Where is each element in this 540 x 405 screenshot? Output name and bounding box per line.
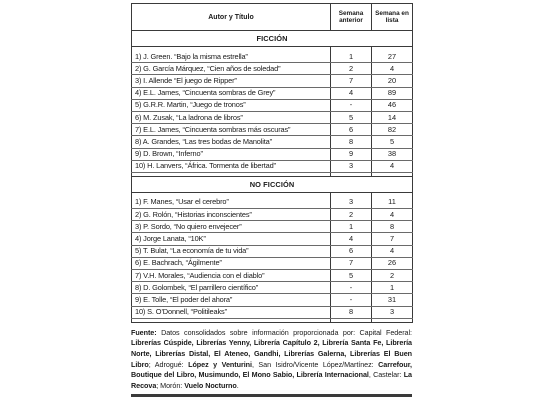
book-author-title: 7) V.H. Morales, “Audiencia con el diablo” [132,270,331,282]
book-author-title: 5) T. Bulat, “La economía de tu vida” [132,245,331,257]
bestseller-table [131,3,413,323]
prev-week-rank: 4 [331,87,372,99]
bestseller-list [131,3,412,397]
weeks-on-list: 4 [372,160,413,172]
weeks-on-list: 31 [372,294,413,306]
book-author-title: 1) J. Green. “Bajo la misma estrella” [132,51,331,63]
book-author-title: 6) M. Zusak, “La ladrona de libros” [132,111,331,123]
section-header-row [132,31,413,47]
table-row [132,136,413,148]
prev-week-rank: 5 [331,270,372,282]
prev-week-rank: - [331,282,372,294]
table-row [132,111,413,123]
book-author-title: 7) E.L. James, “Cincuenta sombras más oscuras” [132,124,331,136]
table-row [132,233,413,245]
spacer-cell [132,318,331,322]
table-row [132,245,413,257]
section-end-row [132,318,413,322]
prev-week-rank: 2 [331,209,372,221]
prev-week-rank: 5 [331,111,372,123]
source-sep-north: , San Isidro/Vicente López/Martínez: [251,359,379,369]
weeks-on-list: 4 [372,209,413,221]
book-author-title: 4) E.L. James, “Cincuenta sombras de Grey” [132,87,331,99]
table-row [132,294,413,306]
book-author-title: 9) E. Tolle, “El poder del ahora” [132,294,331,306]
column-header-prev-week: Semana anterior [331,4,372,31]
table-row [132,282,413,294]
book-author-title: 2) G. Rolón, “Historias inconscientes” [132,209,331,221]
weeks-on-list: 4 [372,245,413,257]
weeks-on-list: 1 [372,282,413,294]
prev-week-rank: 9 [331,148,372,160]
source-intro: Datos consolidados sobre información proporcionada por: Capital Federal: [156,327,412,337]
table-row [132,270,413,282]
book-author-title: 8) D. Golombek, “El parrillero científico” [132,282,331,294]
table-row [132,197,413,209]
book-author-title: 2) G. García Márquez, “Cien años de soledad” [132,63,331,75]
table-row [132,99,413,111]
book-author-title: 5) G.R.R. Martin, “Juego de tronos” [132,99,331,111]
weeks-on-list: 7 [372,233,413,245]
prev-week-rank: 6 [331,124,372,136]
book-author-title: 10) H. Lanvers, “África. Tormenta de libertad” [132,160,331,172]
spacer-cell [331,318,372,322]
source-sep-castelar: , Castelar: [368,370,404,380]
table-row [132,148,413,160]
book-author-title: 8) A. Grandes, “Las tres bodas de Manolita” [132,136,331,148]
weeks-on-list: 3 [372,306,413,318]
weeks-on-list: 89 [372,87,413,99]
weeks-on-list: 20 [372,75,413,87]
weeks-on-list: 46 [372,99,413,111]
prev-week-rank: 1 [331,51,372,63]
weeks-on-list: 82 [372,124,413,136]
spacer-cell [372,318,413,322]
book-author-title: 6) E. Bachrach, “Ágilmente” [132,257,331,269]
weeks-on-list: 2 [372,270,413,282]
source-note [131,328,412,392]
weeks-on-list: 27 [372,51,413,63]
section-title: FICCIÓN [132,31,413,47]
book-author-title: 10) S. O’Donnell, “Politileaks” [132,306,331,318]
table-row [132,51,413,63]
weeks-on-list: 14 [372,111,413,123]
table-row [132,306,413,318]
book-author-title: 1) F. Manes, “Usar el cerebro” [132,197,331,209]
table-row [132,87,413,99]
book-author-title: 3) P. Sordo, “No quiero envejecer” [132,221,331,233]
section-header-row [132,176,413,192]
weeks-on-list: 26 [372,257,413,269]
prev-week-rank: - [331,99,372,111]
source-sep-adrogue: ; Adrogué: [148,359,189,369]
weeks-on-list: 8 [372,221,413,233]
weeks-on-list: 11 [372,197,413,209]
source-north-stores: Carrefour, Boutique del Libro, Musimundo, El Mono Sabio, Librería Internacional [131,359,413,380]
prev-week-rank: 7 [331,75,372,87]
prev-week-rank: 3 [331,197,372,209]
column-header-author-title: Autor y Título [132,4,331,31]
weeks-on-list: 5 [372,136,413,148]
prev-week-rank: 8 [331,136,372,148]
prev-week-rank: 1 [331,221,372,233]
book-author-title: 4) Jorge Lanata, “10K” [132,233,331,245]
source-end: . [236,380,239,390]
source-adrogue-store: López y Venturini [188,359,252,369]
source-label: Fuente: [131,327,157,337]
weeks-on-list: 38 [372,148,413,160]
bottom-rule [131,394,412,397]
prev-week-rank: 2 [331,63,372,75]
table-row [132,75,413,87]
prev-week-rank: 6 [331,245,372,257]
section-title: NO FICCIÓN [132,176,413,192]
book-author-title: 9) D. Brown, “Inferno” [132,148,331,160]
table-row [132,124,413,136]
table-row [132,209,413,221]
table-row [132,221,413,233]
column-header-weeks-on-list: Semana en lista [372,4,413,31]
table-row [132,160,413,172]
table-row [132,257,413,269]
prev-week-rank: 8 [331,306,372,318]
table-body [132,31,413,323]
book-author-title: 3) I. Allende “El juego de Ripper” [132,75,331,87]
source-moron-store: Vuelo Nocturno [184,380,237,390]
source-sep-moron: ; Morón: [156,380,185,390]
source-castelar-store: La Recova [131,370,413,390]
prev-week-rank: 7 [331,257,372,269]
prev-week-rank: 4 [331,233,372,245]
prev-week-rank: 3 [331,160,372,172]
table-header-row [132,4,413,31]
source-capital-stores: Librerías Cúspide, Librerías Yenny, Librería Capítulo 2, Librería Santa Fe, Librería Norte, Librerías Distal, El Ateneo, Gandhi, Librerías Galerna, Librerías El Buen Libro [131,338,412,369]
prev-week-rank: - [331,294,372,306]
weeks-on-list: 4 [372,63,413,75]
table-row [132,63,413,75]
